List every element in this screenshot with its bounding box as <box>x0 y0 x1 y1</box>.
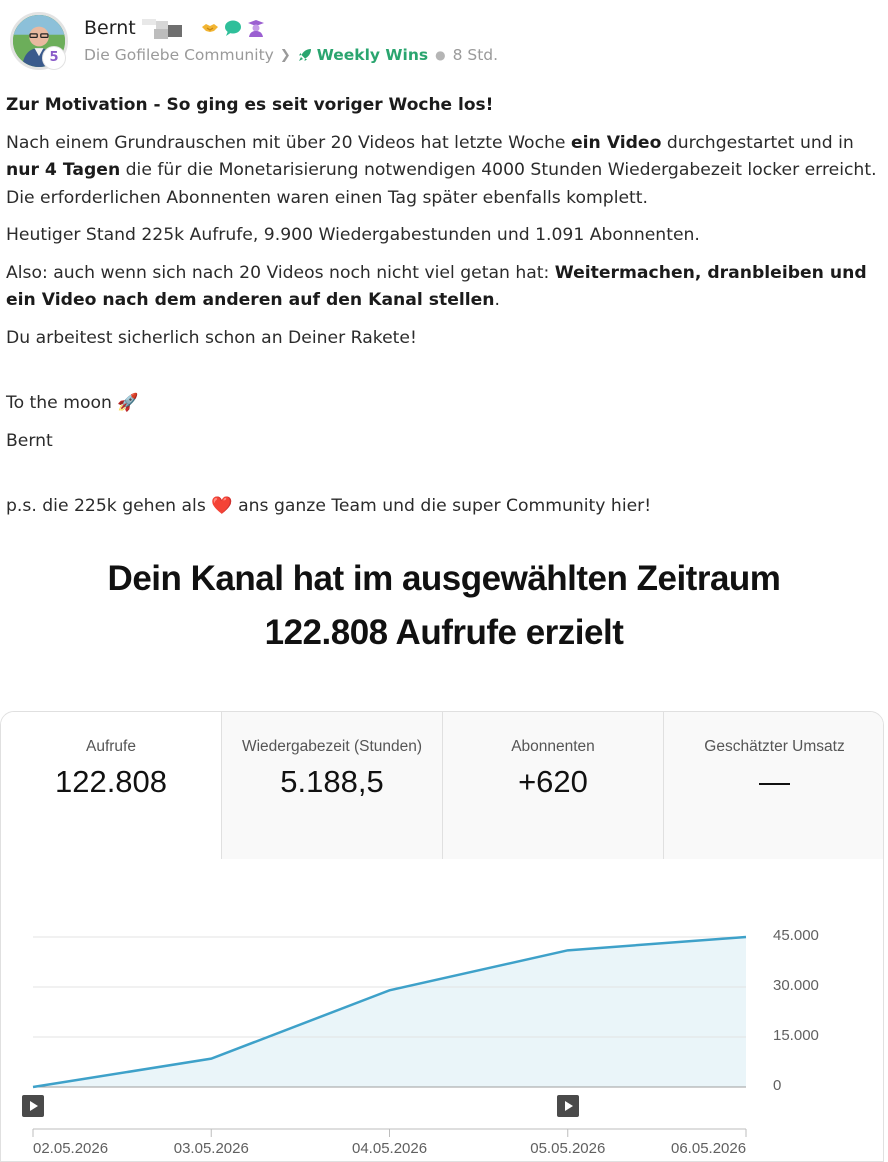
bold-span: ein Video <box>570 132 662 153</box>
analytics-card <box>0 711 884 1162</box>
chevron-right-icon: ❯ <box>279 47 291 63</box>
post-paragraph-4: Du arbeitest sicherlich schon an Deiner Rakete! <box>6 327 417 348</box>
y-tick-label: 0 <box>773 1077 782 1094</box>
metric-label: Aufrufe <box>86 738 136 755</box>
y-tick-label: 15.000 <box>773 1027 819 1044</box>
metric-value: 122.808 <box>54 764 168 799</box>
author-row <box>84 16 266 40</box>
spacer <box>6 465 882 493</box>
bold-span: Weitermachen, dranbleiben und ein Video nach dem anderen auf den Kanal stellen <box>6 262 867 310</box>
spacer <box>6 362 882 390</box>
metric-value: 5.188,5 <box>280 764 384 799</box>
play-icon[interactable] <box>557 1095 579 1117</box>
metric-tile-watchtime[interactable] <box>222 712 443 859</box>
metric-label: Abonnenten <box>511 738 595 755</box>
series-area <box>33 937 746 1087</box>
x-tick-label: 05.05.2026 <box>530 1140 606 1157</box>
author-name[interactable]: Bernt <box>84 17 136 39</box>
level-badge: 5 <box>42 46 66 70</box>
handshake-icon <box>200 18 220 38</box>
metric-value: — <box>759 764 790 799</box>
user-badges <box>200 18 266 38</box>
x-tick-label: 03.05.2026 <box>173 1140 249 1157</box>
x-tick-label: 02.05.2026 <box>33 1140 109 1157</box>
post-time: 8 Std. <box>452 46 499 64</box>
chat-bubble-icon <box>223 18 243 38</box>
category-label: Weekly Wins <box>316 46 429 64</box>
x-tick-label: 06.05.2026 <box>671 1140 747 1157</box>
category-link[interactable] <box>297 46 428 64</box>
post-paragraph-3 <box>6 260 882 315</box>
text-span: . <box>494 290 501 310</box>
post-meta <box>84 44 498 66</box>
post-paragraph-1 <box>6 130 882 213</box>
community-link[interactable]: Die Gofilebe Community <box>84 46 274 64</box>
headline-line-2: 122.808 Aufrufe erzielt <box>264 613 624 652</box>
text-span: Also: auch wenn sich nach 20 Videos noch nicht viel getan hat: <box>6 262 555 283</box>
graduate-icon <box>246 18 266 38</box>
play-icon[interactable] <box>22 1095 44 1117</box>
metric-tile-revenue[interactable] <box>664 712 884 859</box>
text-span: die für die Monetarisierung notwendigen 4000 Stunden Wiedergabezeit locker erreicht. Die erforderlichen Abonnenten waren einen Tag später ebenfalls komplett. <box>6 160 877 208</box>
text-span: p.s. die 225k gehen als <box>6 496 212 516</box>
rocket-icon <box>297 47 313 63</box>
separator-dot: ● <box>435 48 446 62</box>
text-span: durchgestartet und in <box>661 132 854 153</box>
metric-value: +620 <box>518 764 588 799</box>
metric-label: Geschätzter Umsatz <box>704 738 845 755</box>
heart-emoji: ❤️ <box>211 496 233 516</box>
bold-span: nur 4 Tagen <box>6 160 121 180</box>
text-span: ans ganze Team und die super Community hier! <box>232 496 652 516</box>
chart-svg <box>1 859 884 1162</box>
post-header <box>6 10 876 74</box>
redacted-name-block <box>138 19 194 37</box>
post-paragraph-5: To the moon 🚀 <box>6 393 139 413</box>
metric-label: Wiedergabezeit (Stunden) <box>241 738 423 755</box>
post-body <box>6 92 882 531</box>
post-signature: Bernt <box>6 430 53 451</box>
post-title: Zur Motivation - So ging es seit voriger Woche los! <box>6 95 494 115</box>
views-chart <box>1 859 884 1162</box>
post-postscript <box>6 493 882 521</box>
screenshot-headline <box>0 552 888 660</box>
post-paragraph-2: Heutiger Stand 225k Aufrufe, 9.900 Wiedergabestunden und 1.091 Abonnenten. <box>6 225 700 245</box>
x-tick-label: 04.05.2026 <box>352 1140 428 1157</box>
metric-tile-subscribers[interactable] <box>443 712 664 859</box>
y-tick-label: 45.000 <box>773 927 819 944</box>
headline-line-1: Dein Kanal hat im ausgewählten Zeitraum <box>107 559 781 598</box>
text-span: Nach einem Grundrauschen mit über 20 Videos hat letzte Woche <box>6 132 571 153</box>
y-tick-label: 30.000 <box>773 977 819 994</box>
metric-tile-views[interactable] <box>1 712 222 859</box>
metric-tiles <box>1 712 884 859</box>
